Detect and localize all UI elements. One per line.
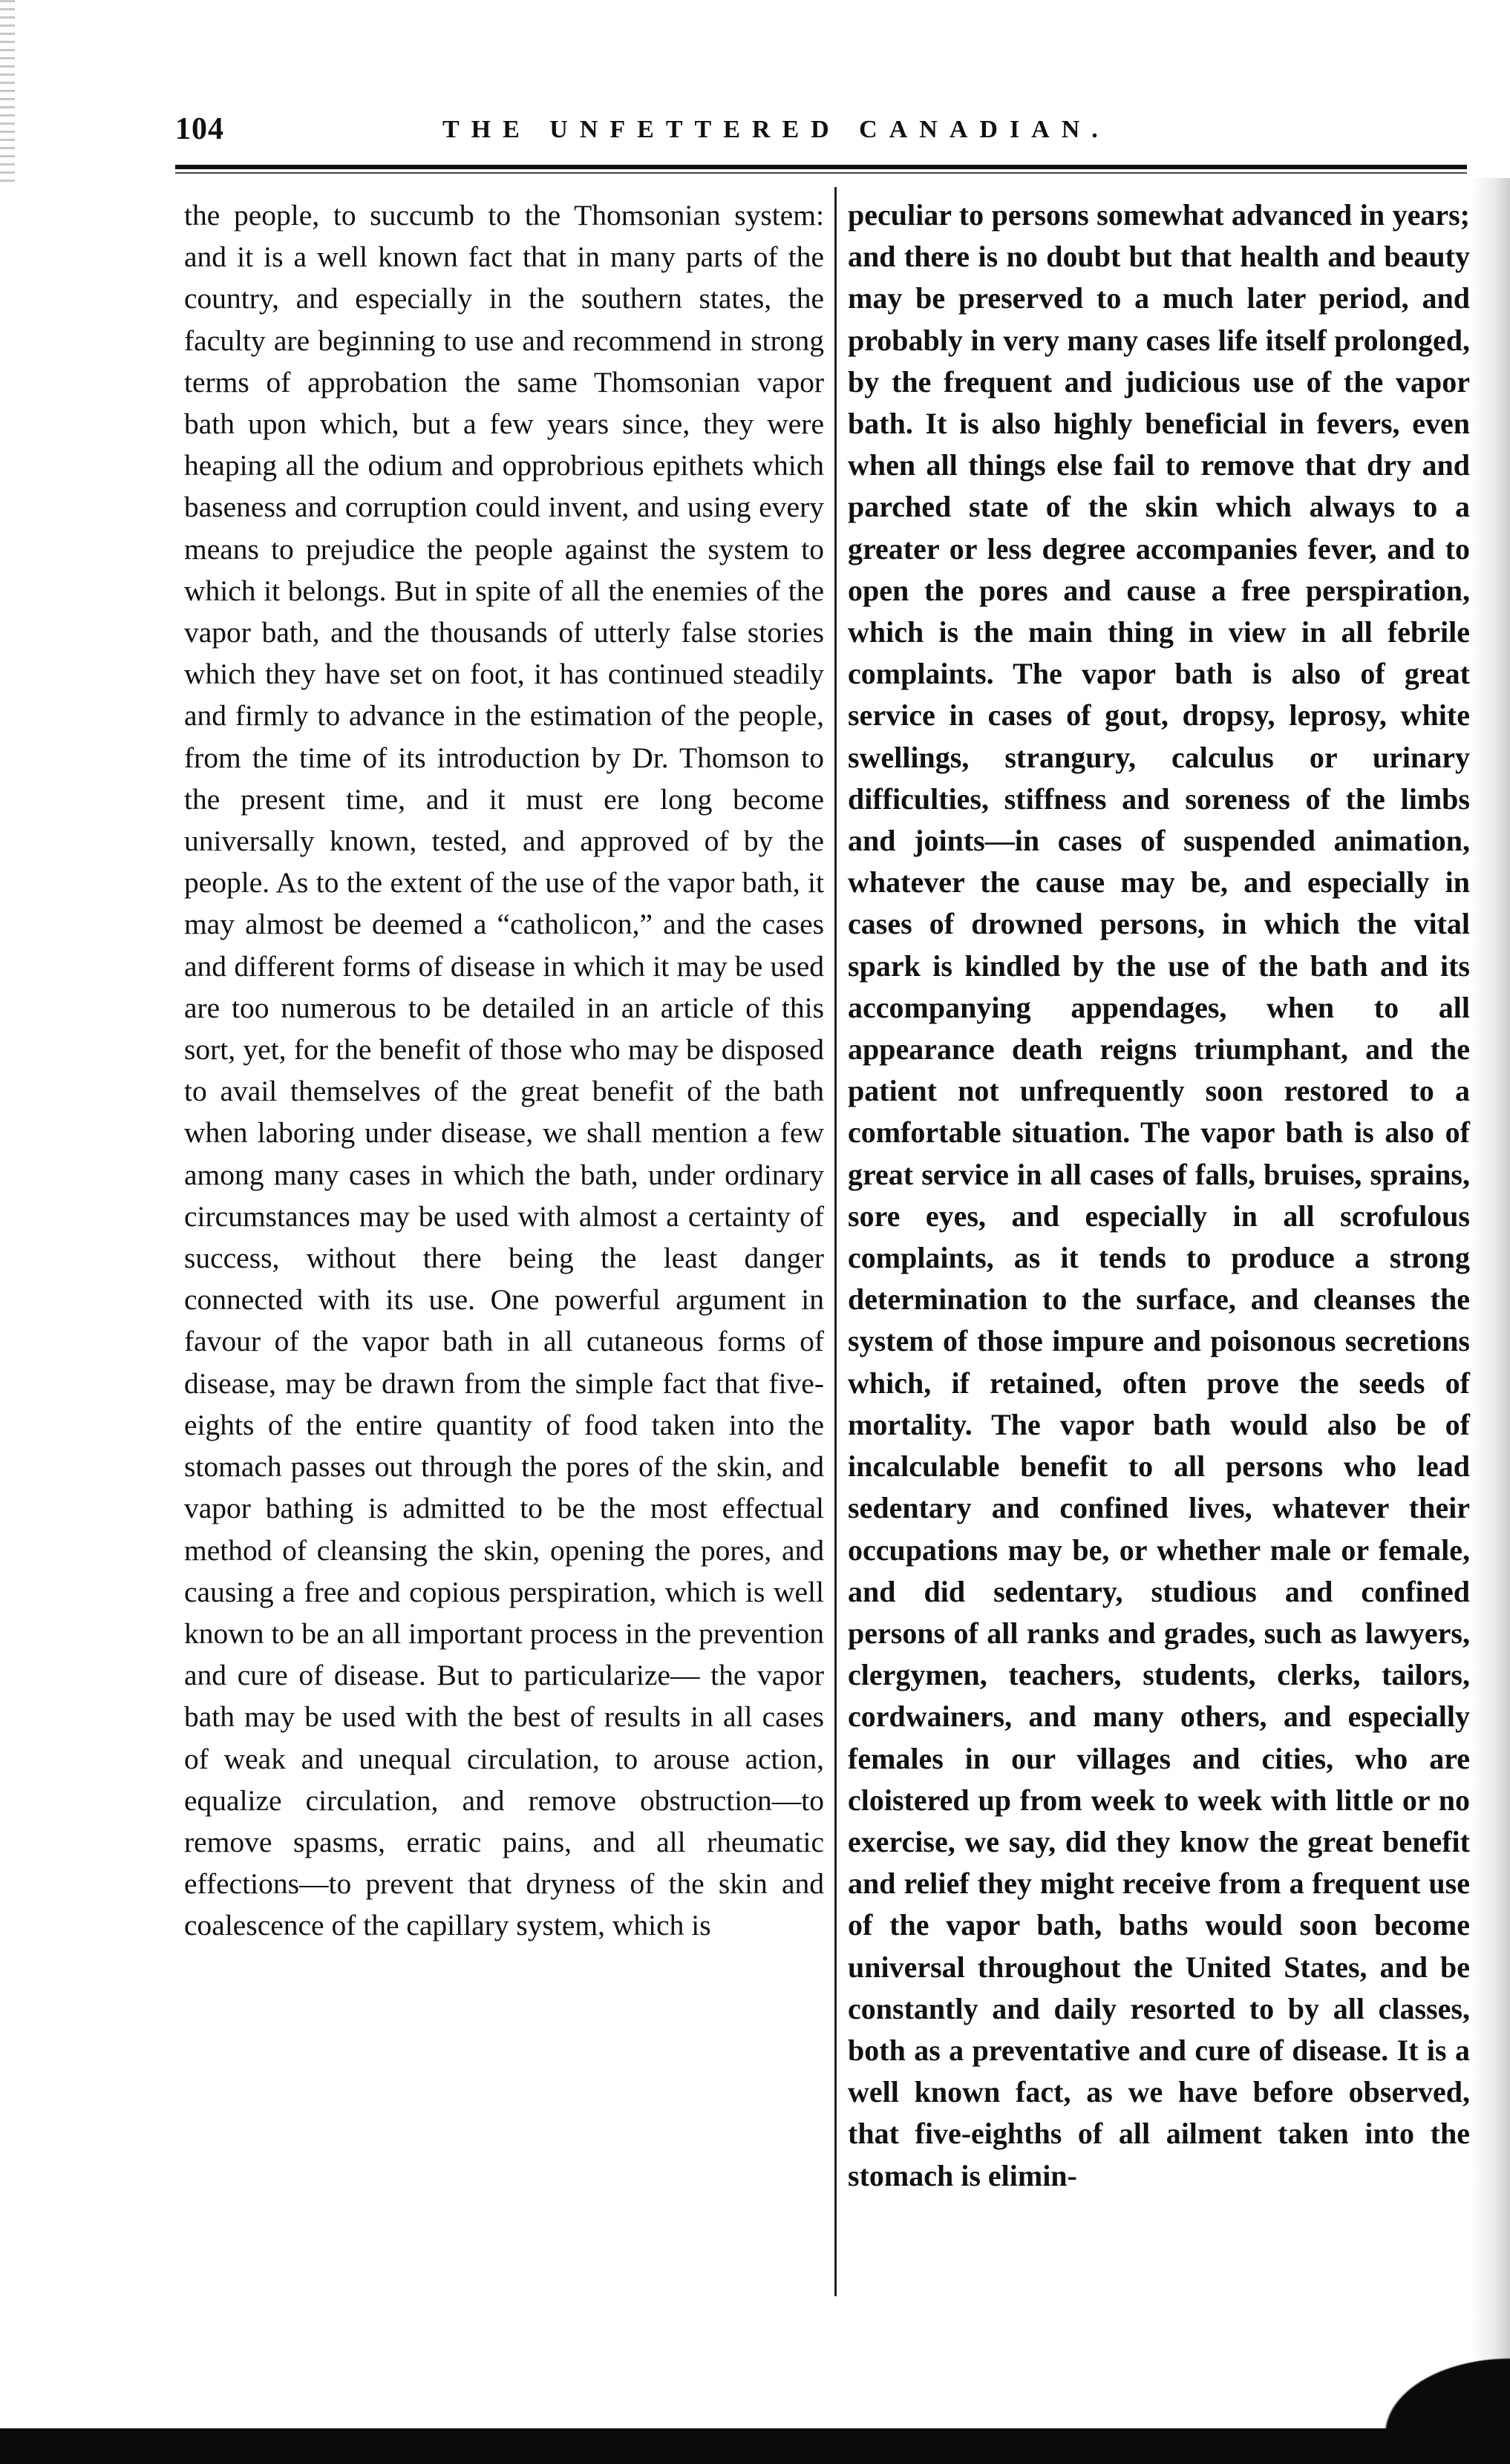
left-column [184, 194, 824, 1947]
right-column [848, 194, 1470, 2197]
page-header [175, 111, 1467, 156]
left-column-text: the people, to succumb to the Thomsonian system: and it is a well known fact that in many parts of the country, and especially in the southern states, the faculty are beginning to use and recommend in strong terms of approbation the same Thomsonian vapor bath upon which, but a few years since, they were heaping all the odium and opprobrious epithets which baseness and corruption could invent, and using every means to prejudice the people against the system to which it belongs. But in spite of all the enemies of the vapor bath, and the thousands of utterly false stories which they have set on foot, it has continued steadily and firmly to advance in the estimation of the people, from the time of its introduction by Dr. Thomson to the present time, and it must ere long become universally known, tested, and approved of by the people. As to the extent of the use of the vapor bath, it may almost be deemed a “catholicon,” and the cases and different forms of disease in which it may be used are too numerous to be detailed in an article of this sort, yet, for the benefit of those who may be disposed to avail themselves of the great benefit of the bath when laboring under disease, we shall mention a few among many cases in which the bath, under ordinary circumstances may be used with almost a certainty of success, without there being the least danger connected with its use. One powerful argument in favour of the vapor bath in all cutaneous forms of disease, may be drawn from the simple fact that five-eights of the entire quantity of food taken into the stomach passes out through the pores of the skin, and vapor bathing is admitted to be the most effectual method of cleansing the skin, opening the pores, and causing a free and copious perspiration, which is well known to be an all important process in the prevention and cure of disease. But to particularize— the vapor bath may be used with the best of results in all cases of weak and unequal circulation, to arouse action, equalize circulation, and remove obstruction—to remove spasms, erratic pains, and all rheumatic effections—to prevent that dryness of the skin and coalescence of the capillary system, which is [184, 199, 824, 1942]
page-curl [1351, 2338, 1510, 2434]
page-edge-specks [0, 0, 15, 186]
column-divider [834, 187, 837, 2296]
right-column-text: peculiar to persons somewhat advanced in years; and there is no doubt but that health and beauty may be preserved to a much later period, and probably in very many cases life itself prolonged, by the frequent and judicious use of the vapor bath. It is also highly beneficial in fevers, even when all things else fail to remove that dry and parched state of the skin which always to a greater or less degree accompanies fever, and to open the pores and cause a free perspiration, which is the main thing in view in all febrile complaints. The vapor bath is also of great service in cases of gout, dropsy, leprosy, white swellings, strangury, calculus or urinary difficulties, stiffness and soreness of the limbs and joints—in cases of suspended animation, whatever the cause may be, and especially in cases of drowned persons, in which the vital spark is kindled by the use of the bath and its accompanying appendages, when to all appearance death reigns triumphant, and the patient not unfrequently soon restored to a comfortable situation. The vapor bath is also of great service in all cases of falls, bruises, sprains, sore eyes, and especially in all scrofulous complaints, as it tends to produce a strong determination to the surface, and cleanses the system of those impure and poisonous secretions which, if retained, often prove the seeds of mortality. The vapor bath would also be of incalculable benefit to all persons who lead sedentary and confined lives, whatever their occupations may be, or whether male or female, and did sedentary, studious and confined persons of all ranks and grades, such as lawyers, clergymen, teachers, students, clerks, tailors, cordwainers, and many others, and especially females in our villages and cities, who are cloistered up from week to week with little or no exercise, we say, did they know the great benefit and relief they might receive from a frequent use of the vapor bath, baths would soon become universal throughout the United States, and be constantly and daily resorted to by all classes, both as a preventative and cure of disease. It is a well known fact, as we have before observed, that five-eighths of all ailment taken into the stomach is elimin- [848, 198, 1470, 2192]
running-title: THE UNFETTERED CANADIAN. [442, 116, 1110, 143]
scan-bottom-border [0, 2428, 1510, 2464]
header-rule [175, 165, 1467, 169]
page-number: 104 [175, 112, 224, 146]
page-gutter-shadow [1470, 178, 1510, 2405]
header-rule-thin [175, 172, 1467, 174]
